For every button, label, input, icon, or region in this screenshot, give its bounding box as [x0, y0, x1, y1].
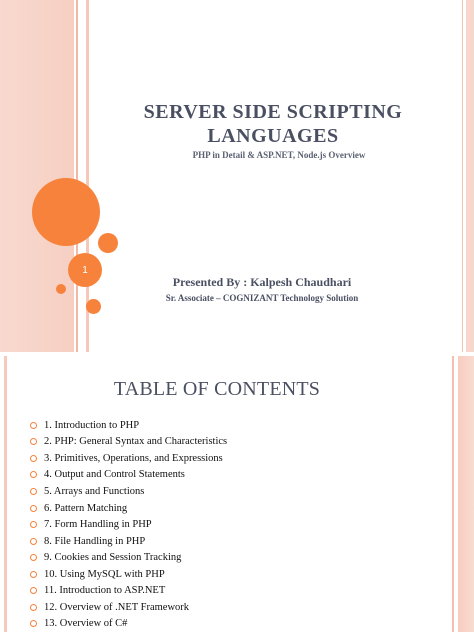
bullet-circle-icon: [30, 488, 37, 495]
toc-item: 10. Using MySQL with PHP: [30, 566, 227, 583]
bullet-circle-icon: [30, 554, 37, 561]
slide-title: [120, 100, 426, 148]
decorative-circle-large: [32, 178, 100, 246]
toc-item: 4. Output and Control Statements: [30, 467, 227, 484]
toc-item: 5. Arrays and Functions: [30, 483, 227, 500]
bullet-circle-icon: [30, 521, 37, 528]
toc-item: 3. Primitives, Operations, and Expressions: [30, 450, 227, 467]
decorative-right-band: [458, 356, 474, 632]
toc-item: 7. Form Handling in PHP: [30, 516, 227, 533]
toc-item: 13. Overview of C#: [30, 616, 227, 632]
slide-number: 1: [82, 264, 88, 276]
slide-number-circle: [68, 253, 102, 287]
slide-title-line-1: SERVER SIDE SCRIPTING: [143, 101, 403, 123]
decorative-circle-small: [56, 284, 66, 294]
bullet-circle-icon: [30, 571, 37, 578]
presenter-role: Sr. Associate – COGNIZANT Technology Solution: [165, 293, 359, 303]
bullet-circle-icon: [30, 587, 37, 594]
presenter-name: Presented By : Kalpesh Chaudhari: [172, 275, 352, 289]
toc-slide: [0, 356, 474, 632]
toc-item: 8. File Handling in PHP: [30, 533, 227, 550]
toc-item: 2. PHP: General Syntax and Characteristics: [30, 434, 227, 451]
bullet-circle-icon: [30, 538, 37, 545]
toc-item: 9. Cookies and Session Tracking: [30, 549, 227, 566]
decorative-circle-medium: [98, 233, 118, 253]
toc-list: [30, 417, 227, 632]
slide-subtitle: PHP in Detail & ASP.NET, Node.js Overview: [192, 150, 366, 160]
bullet-circle-icon: [30, 620, 37, 627]
bullet-circle-icon: [30, 438, 37, 445]
bullet-circle-icon: [30, 422, 37, 429]
bullet-circle-icon: [30, 471, 37, 478]
toc-item: 6. Pattern Matching: [30, 500, 227, 517]
toc-item: 11. Introduction to ASP.NET: [30, 582, 227, 599]
decorative-right-line: [452, 356, 454, 632]
bullet-circle-icon: [30, 505, 37, 512]
toc-title: TABLE OF CONTENTS: [113, 378, 321, 400]
decorative-right-line: [462, 0, 463, 352]
decorative-right-band: [466, 0, 474, 352]
bullet-circle-icon: [30, 604, 37, 611]
toc-item: 1. Introduction to PHP: [30, 417, 227, 434]
bullet-circle-icon: [30, 455, 37, 462]
decorative-left-band: [0, 0, 74, 352]
toc-item: 12. Overview of .NET Framework: [30, 599, 227, 616]
decorative-circle-small: [86, 299, 101, 314]
slide-title-line-2: LANGUAGES: [207, 125, 339, 147]
decorative-left-line: [76, 0, 78, 352]
